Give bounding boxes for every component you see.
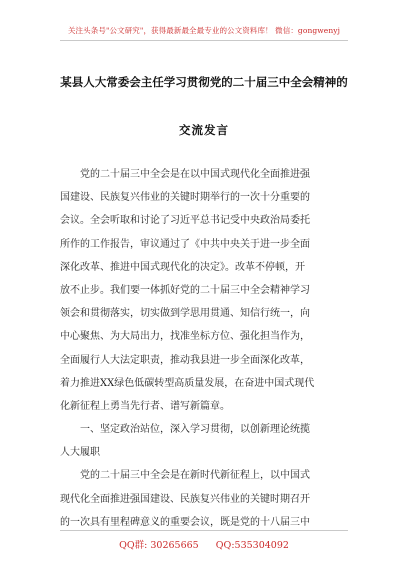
body-line: 领会和贯彻落实，切实做到学思用贯通、知信行统一，向 [60,308,310,320]
body-line: 着力推进XX绿色低碳转型高质量发展，在奋进中国式现代 [60,377,315,389]
footer-qq-group: QQ群: 30265665 [119,540,199,551]
footer-divider [60,530,348,531]
body-line: 所作的工作报告，审议通过了《中共中央关于进一步全面 [60,238,310,250]
body-line: 深化改革、推进中国式现代化的决定》。改革不停顿，开 [60,261,305,273]
body-line: 化新征程上勇当先行者、谱写新篇章。 [60,400,230,412]
body-line: 中心聚焦、为大局出力，找准坐标方位、强化担当作为， [60,331,310,343]
body-line: 人大履职 [60,447,100,459]
body-line: 的一次具有里程碑意义的重要会议，既是党的十八届三中 [60,516,310,528]
footer-qq: QQ:535304092 [215,540,289,551]
body-line: 党的二十届三中全会是在以中国式现代化全面推进强 [80,169,310,180]
body-line: 放不止步。我们要一体抓好党的二十届三中全会精神学习 [60,284,310,296]
footer [0,537,408,551]
body-line: 一、坚定政治站位，深入学习贯彻，以创新理论统揽 [80,424,310,436]
header-note: 关注头条号"公文研究"，获得最新最全最专业的公文资料库！ 微信：gongwenyj [67,26,341,35]
header-divider [60,40,348,41]
body-line: 会议。全会听取和讨论了习近平总书记受中央政治局委托 [60,215,310,227]
body-line: 全面履行人大法定职责，推动我县进一步全面深化改革， [60,354,310,366]
body-line: 国建设、民族复兴伟业的关键时期举行的一次十分重要的 [60,192,310,204]
document-body [60,163,352,534]
document-title-line-2: 交流发言 [179,123,229,137]
body-line: 现代化全面推进强国建设、民族复兴伟业的关键时期召开 [60,493,310,505]
body-line: 党的二十届三中全会是在新时代新征程上，以中国式 [80,470,310,482]
document-title-line-1: 某县人大常委会主任学习贯彻党的二十届三中全会精神的 [60,75,348,89]
